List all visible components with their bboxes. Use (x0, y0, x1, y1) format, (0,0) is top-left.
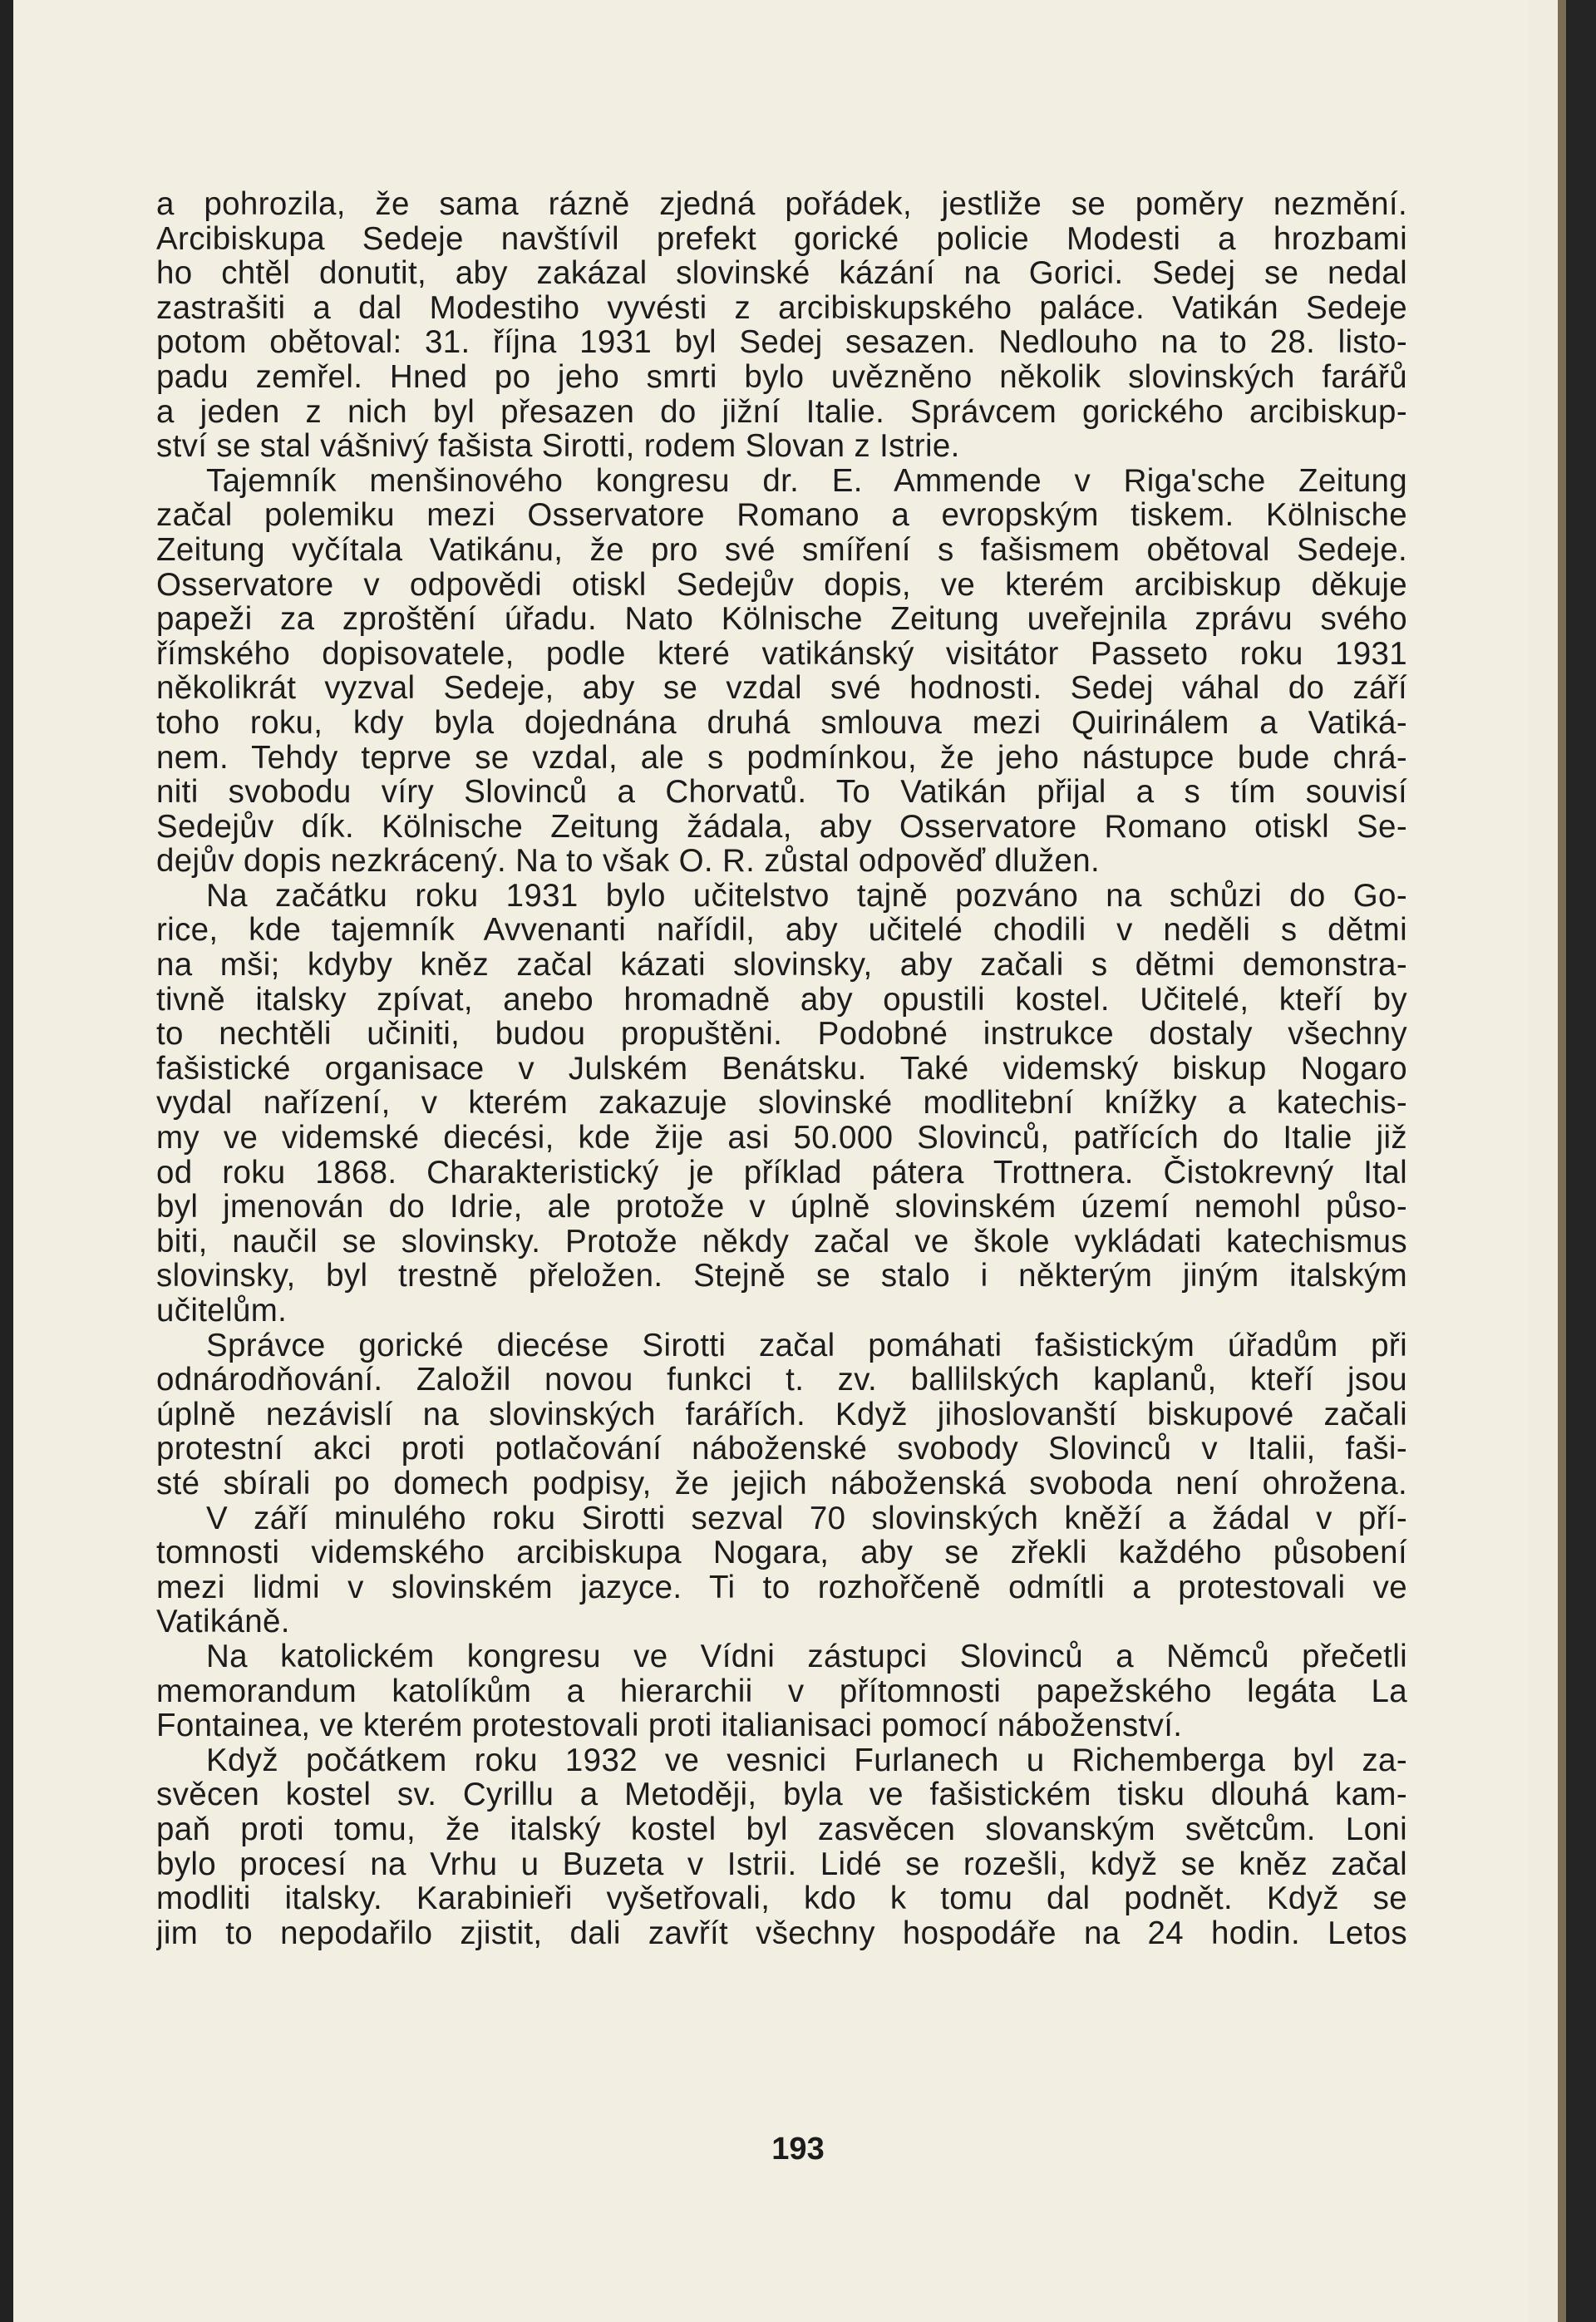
text-line: zastrašiti a dal Modestiho vyvésti z arcibiskupského paláce. Vatikán Sedeje (156, 290, 1407, 326)
text-line: Fontainea, ve kterém protestovali proti italianisaci pomocí náboženství. (156, 1708, 1183, 1743)
text-line: my ve videmské diecési, kde žije asi 50.000 Slovinců, patřících do Italie již (156, 1121, 1407, 1156)
text-line: sté sbírali po domech podpisy, že jejich náboženská svoboda není ohrožena. (156, 1466, 1407, 1501)
text-line: Arcibiskupa Sedeje navštívil prefekt gorické policie Modesti a hrozbami (156, 221, 1407, 257)
text-line: Vatikáně. (156, 1605, 290, 1639)
text-line: slovinsky, byl trestně přeložen. Stejně se stalo i některým jiným italským (156, 1259, 1407, 1294)
text-line: na mši; kdyby kněz začal kázati slovinsky, aby začali s dětmi demonstra- (156, 948, 1407, 983)
text-line: mezi lidmi v slovinském jazyce. Ti to rozhořčeně odmítli a protestovali ve (156, 1570, 1407, 1605)
text-line: fašistické organisace v Julském Benátsku. Také videmský biskup Nogaro (156, 1051, 1407, 1087)
text-line: niti svobodu víry Slovinců a Chorvatů. To Vatikán přijal a s tím souvisí (156, 775, 1407, 810)
text-line: učitelům. (156, 1294, 288, 1329)
text-line: svěcen kostel sv. Cyrillu a Metoději, byla ve fašistickém tisku dlouhá kam- (156, 1777, 1407, 1812)
text-line: dejův dopis nezkrácený. Na to však O. R. zůstal odpověď dlužen. (156, 844, 1100, 879)
text-line: vydal nařízení, v kterém zakazuje slovinské modlitební knížky a katechis- (156, 1086, 1407, 1122)
text-line: Na začátku roku 1931 bylo učitelstvo tajně pozváno na schůzi do Go- (206, 878, 1407, 914)
page-gutter-shadow (1558, 0, 1566, 2322)
text-line: Správce gorické diecése Sirotti začal pomáhati fašistickým úřadům při (206, 1328, 1407, 1363)
text-line: Osservatore v odpovědi otiskl Sedejův dopis, ve kterém arcibiskup děkuje (156, 567, 1407, 603)
text-line: tivně italsky zpívat, anebo hromadně aby opustili kostel. Učitelé, kteří by (156, 982, 1407, 1018)
text-line: římského dopisovatele, podle které vatikánský visitátor Passeto roku 1931 (156, 636, 1407, 672)
text-line: V září minulého roku Sirotti sezval 70 slovinských kněží a žádal v pří- (206, 1501, 1407, 1536)
text-line: protestní akci proti potlačování náboženské svobody Slovinců v Italii, faši- (156, 1432, 1407, 1467)
text-line: padu zemřel. Hned po jeho smrti bylo uvězněno několik slovinských farářů (156, 359, 1407, 395)
text-line: Když počátkem roku 1932 ve vesnici Furlanech u Richemberga byl za- (206, 1743, 1407, 1778)
text-line: papeži za zproštění úřadu. Nato Kölnische Zeitung uveřejnila zprávu svého (156, 602, 1407, 637)
text-line: Tajemník menšinového kongresu dr. E. Ammende v Riga'sche Zeitung (206, 463, 1407, 499)
text-line: úplně nezávislí na slovinských farářích. Když jihoslovanští biskupové začali (156, 1397, 1407, 1432)
text-line: bylo procesí na Vrhu u Buzeta v Istrii. Lidé se rozešli, když se kněz začal (156, 1846, 1407, 1882)
scan-right-edge (1566, 0, 1596, 2322)
text-line: modliti italsky. Karabinieři vyšetřovali, kdo k tomu dal podnět. Když se (156, 1881, 1407, 1916)
text-line: několikrát vyzval Sedeje, aby se vzdal své hodnosti. Sedej váhal do září (156, 671, 1407, 706)
text-line: to nechtěli učiniti, budou propuštěni. Podobné instrukce dostaly všechny (156, 1017, 1407, 1052)
text-line: začal polemiku mezi Osservatore Romano a evropským tiskem. Kölnische (156, 498, 1407, 533)
text-line: Na katolickém kongresu ve Vídni zástupci Slovinců a Němců přečetli (206, 1639, 1407, 1674)
text-line: paň proti tomu, že italský kostel byl zasvěcen slovanským světcům. Loni (156, 1812, 1407, 1847)
text-line: Zeitung vyčítala Vatikánu, že pro své smíření s fašismem obětoval Sedeje. (156, 532, 1407, 568)
page-number: 193 (771, 2132, 825, 2167)
text-line: ho chtěl donutit, aby zakázal slovinské kázání na Gorici. Sedej se nedal (156, 256, 1407, 291)
text-line: tomnosti videmského arcibiskupa Nogara, aby se zřekli každého působení (156, 1536, 1407, 1570)
text-line: a jeden z nich byl přesazen do jižní Italie. Správcem gorického arcibiskup- (156, 394, 1407, 430)
text-line: biti, naučil se slovinsky. Protože někdy začal ve škole vykládati katechismus (156, 1224, 1407, 1260)
text-line: memorandum katolíkům a hierarchii v přítomnosti papežského legáta La (156, 1674, 1407, 1709)
text-line: Sedejův dík. Kölnische Zeitung žádala, aby Osservatore Romano otiskl Se- (156, 809, 1407, 845)
text-line: byl jmenován do Idrie, ale protože v úplně slovinském území nemohl půso- (156, 1190, 1407, 1225)
text-line: potom obětoval: 31. října 1931 byl Sedej sesazen. Nedlouho na to 28. listo- (156, 325, 1407, 360)
text-line: odnárodňování. Založil novou funkci t. zv. ballilských kaplanů, kteří jsou (156, 1363, 1407, 1398)
scan-left-edge (0, 0, 13, 2322)
text-line: nem. Tehdy teprve se vzdal, ale s podmínkou, že jeho nástupce bude chrá- (156, 740, 1407, 776)
text-line: od roku 1868. Charakteristický je příklad pátera Trottnera. Čistokrevný Ital (156, 1155, 1407, 1191)
text-line: toho roku, kdy byla dojednána druhá smlouva mezi Quirinálem a Vatiká- (156, 705, 1407, 741)
text-line: ství se stal vášnivý fašista Sirotti, rodem Slovan z Istrie. (156, 429, 960, 464)
text-line: a pohrozila, že sama rázně zjedná pořádek, jestliže se poměry nezmění. (156, 187, 1407, 222)
text-line: jim to nepodařilo zjistit, dali zavřít všechny hospodáře na 24 hodin. Letos (156, 1915, 1407, 1951)
body-text (156, 187, 1407, 1950)
text-line: rice, kde tajemník Avvenanti nařídil, aby učitelé chodili v neděli s dětmi (156, 913, 1407, 949)
